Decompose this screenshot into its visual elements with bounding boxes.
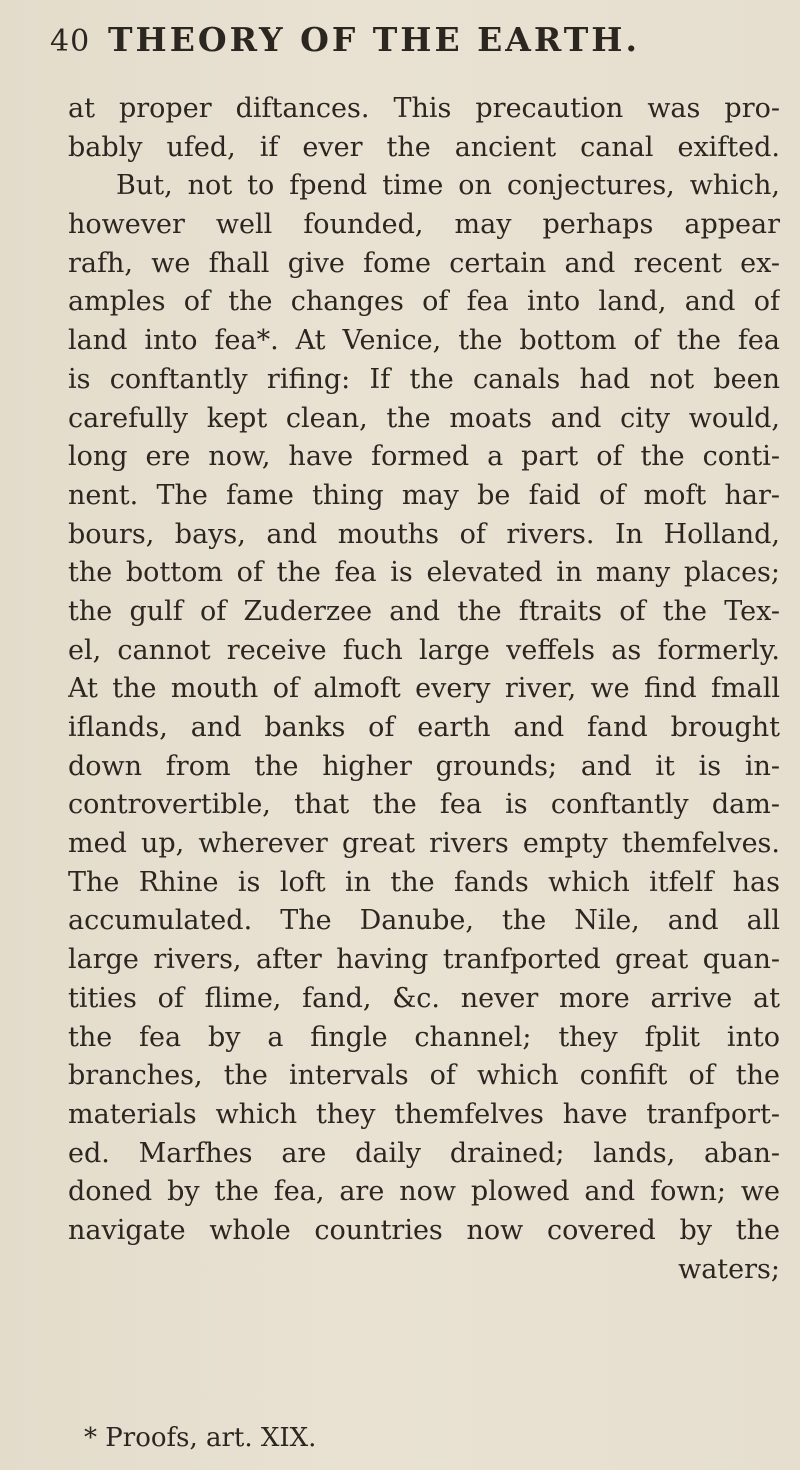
text-line: But, not to fpend time on conjectures, which, — [116, 170, 780, 202]
text-line: At the mouth of almoft every river, we find fmall — [68, 673, 780, 705]
text-line: The Rhine is loft in the fands which itfelf has — [68, 866, 780, 898]
body-text — [68, 90, 780, 1289]
text-line: bably ufed, if ever the ancient canal exifted. — [68, 131, 780, 163]
text-line: el, cannot receive fuch large veffels as formerly. — [68, 634, 780, 666]
text-line: land into fea*. At Venice, the bottom of the fea — [68, 325, 780, 357]
text-line: the gulf of Zuderzee and the ftraits of the Tex- — [68, 595, 780, 627]
text-line: however well founded, may perhaps appear — [68, 209, 780, 241]
text-line: the fea by a fingle channel; they fplit into — [68, 1021, 780, 1053]
text-line: amples of the changes of fea into land, and of — [68, 286, 780, 318]
page-number: 40 — [50, 24, 91, 59]
text-line: accumulated. The Danube, the Nile, and all — [68, 905, 780, 937]
text-line: iflands, and banks of earth and fand brought — [68, 712, 780, 743]
running-head: THEORY OF THE EARTH. — [108, 20, 640, 59]
text-line: ed. Marfhes are daily drained; lands, aban- — [68, 1137, 780, 1169]
text-line: rafh, we fhall give fome certain and recent ex- — [68, 247, 780, 279]
catchword: waters; — [678, 1253, 780, 1285]
text-line: long ere now, have formed a part of the conti- — [68, 441, 780, 473]
text-line: the bottom of the fea is elevated in many places; — [68, 557, 780, 589]
text-line: nent. The fame thing may be faid of moft har- — [68, 479, 780, 511]
text-line: carefully kept clean, the moats and city would, — [68, 402, 780, 434]
text-line: down from the higher grounds; and it is in- — [68, 750, 780, 782]
text-line: navigate whole countries now covered by the — [68, 1214, 780, 1246]
text-line: at proper diftances. This precaution was pro- — [68, 93, 780, 124]
text-line: materials which they themfelves have tranfport- — [68, 1098, 780, 1130]
text-line: controvertible, that the fea is conftantly dam- — [68, 789, 780, 821]
text-line: branches, the intervals of which confift of the — [68, 1060, 780, 1092]
text-line: doned by the fea, are now plowed and fown; we — [68, 1176, 780, 1208]
text-line: med up, wherever great rivers empty themfelves. — [68, 828, 780, 860]
text-line: is conftantly rifing: If the canals had not been — [68, 363, 780, 395]
text-line: large rivers, after having tranfported great quan- — [68, 944, 780, 976]
text-line: tities of flime, fand, &c. never more arrive at — [68, 982, 780, 1014]
text-line: bours, bays, and mouths of rivers. In Holland, — [68, 518, 780, 550]
footnote: * Proofs, art. XIX. — [84, 1423, 317, 1453]
page-header — [50, 4, 760, 64]
